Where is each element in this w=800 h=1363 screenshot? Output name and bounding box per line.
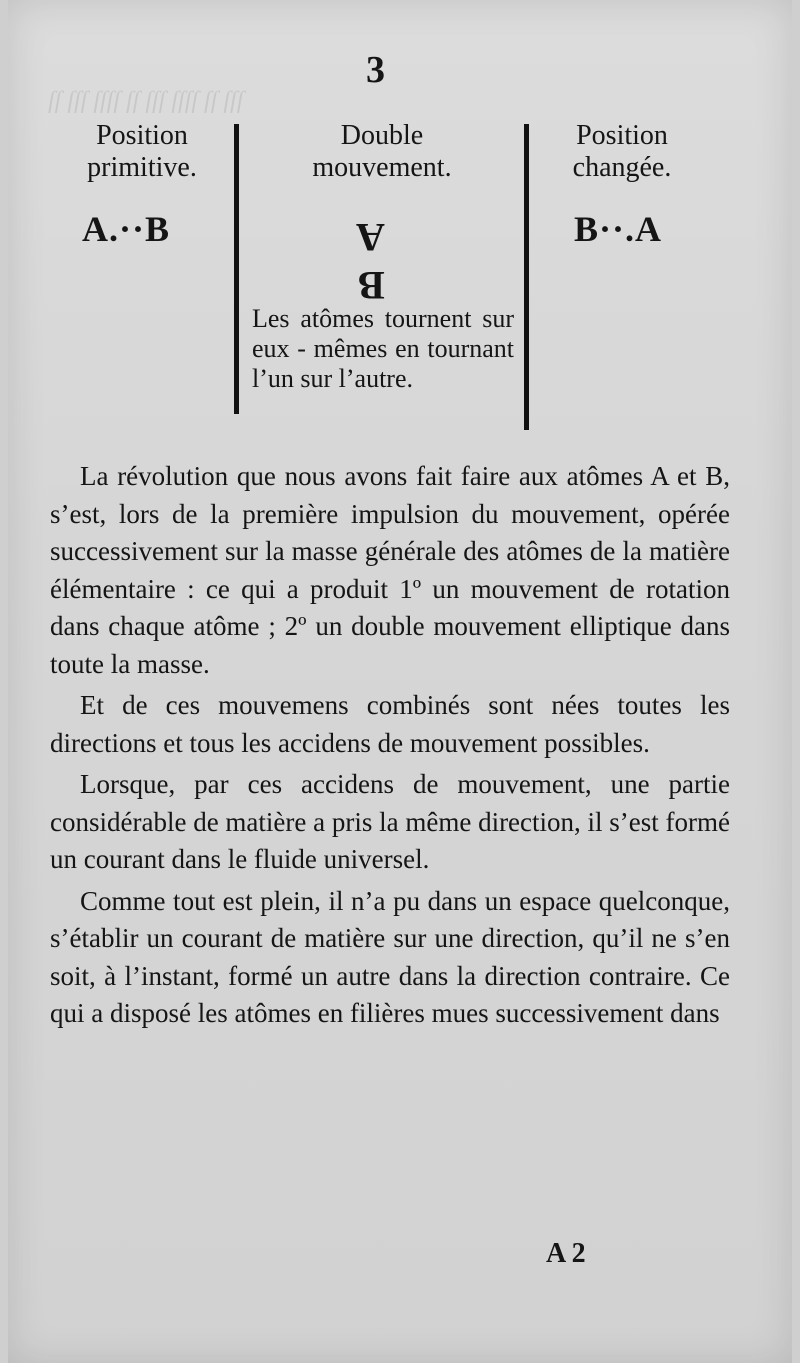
signature-mark: A 2 (546, 1238, 586, 1269)
middle-atom-bottom-glyph: B (358, 263, 385, 308)
left-heading-line1: Position (96, 120, 188, 151)
right-heading-line2: changée. (572, 152, 672, 183)
right-column-heading (552, 120, 692, 184)
right-column-rule (524, 124, 529, 430)
show-through-text: ſſ ſſſ ſſſſ ſſ ſſſ ſſſſ ſſ ſſſ (48, 88, 244, 114)
body-text (50, 458, 730, 1037)
paragraph-3: Lorsque, par ces accidens de mouvement, une partie considérable de matière a pris la même direction, il s’est formé un courant dans le fluide universel. (50, 769, 730, 874)
left-column-heading (72, 120, 212, 184)
middle-heading-line1: Double (340, 120, 424, 151)
left-heading-line2: primitive. (87, 152, 197, 183)
middle-column-heading (290, 120, 474, 184)
left-atoms-diagram: A.··B (82, 209, 171, 249)
paragraph-1: La révolution que nous avons fait faire aux atômes A et B, s’est, lors de la première impulsion du mouvement, opérée successivement sur la masse générale des atômes de la matière élémentaire : ce qui a produit 1º un mouvement de rotation dans chaque atôme ; 2º un double mouvement elliptique dans toute la masse. (50, 461, 730, 679)
book-page (8, 0, 792, 1363)
right-heading-line1: Position (576, 120, 668, 151)
middle-atom-top: A (356, 215, 385, 260)
page-number: 3 (366, 49, 385, 91)
middle-heading-line2: mouvement. (312, 152, 452, 183)
middle-caption: Les atômes tournent sur eux - mêmes en tournant l’un sur l’autre. (252, 304, 514, 393)
paragraph-4: Comme tout est plein, il n’a pu dans un espace quelconque, s’établir un courant de matière sur une direction, qu’il ne s’en soit, à l’instant, formé un autre dans la direction contraire. Ce qui a disposé les atômes en filières mues successivement dans (50, 885, 730, 1028)
left-column-rule (234, 124, 239, 414)
paragraph-2: Et de ces mouvemens combinés sont nées toutes les directions et tous les accidens de mouvement possibles. (50, 690, 730, 758)
right-atoms-diagram: B··.A (574, 209, 663, 249)
middle-atom-bottom (358, 262, 385, 309)
